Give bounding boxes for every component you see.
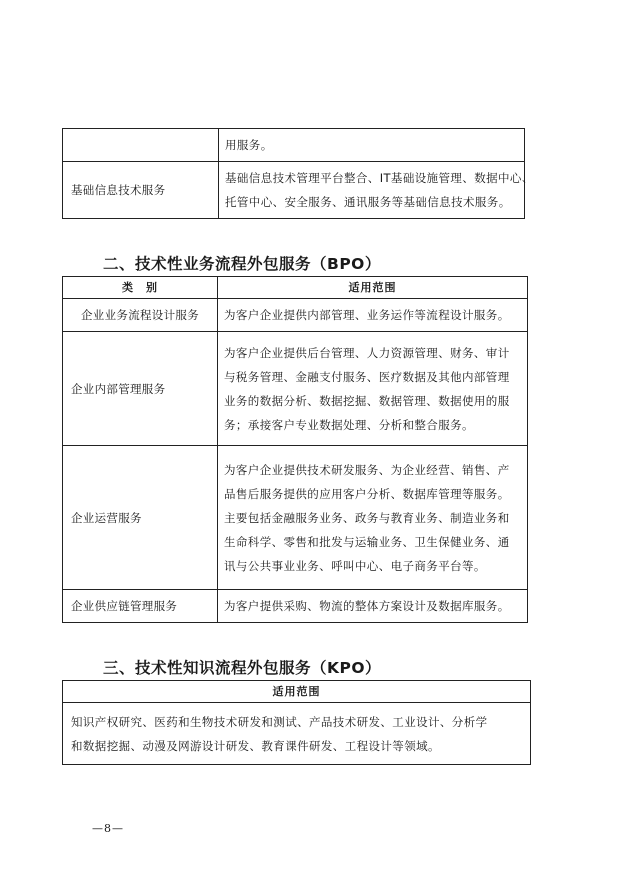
table-row	[63, 162, 525, 219]
scope-line: 托管中心、安全服务、通讯服务等基础信息技术服务。	[225, 195, 511, 209]
table-header-row	[63, 277, 528, 299]
header-scope: 适用范围	[63, 681, 531, 703]
kpo-table	[62, 680, 531, 765]
category-cell	[63, 129, 219, 162]
page-number: —8—	[92, 822, 124, 835]
scope-line: 务；承接客户专业数据处理、分析和整合服务。	[224, 417, 474, 432]
scope-cell	[219, 162, 534, 219]
table-row	[63, 590, 528, 623]
table-header-row	[63, 681, 531, 703]
kpo-section-heading: 三、技术性知识流程外包服务（KPO）	[103, 659, 382, 677]
scope-line: 为客户企业提供技术研发服务、为企业经营、销售、产	[224, 462, 510, 477]
scope-line: 与税务管理、金融支付服务、医疗数据及其他内部管理	[224, 369, 510, 384]
scope-cell	[219, 129, 525, 162]
scope-cell	[218, 332, 528, 446]
table-row	[63, 703, 531, 765]
scope-line: 为客户企业提供内部管理、业务运作等流程设计服务。	[224, 308, 510, 322]
scope-line: 主要包括金融服务业务、政务与教育业务、制造业务和	[224, 510, 510, 525]
scope-line: 业务的数据分析、数据挖掘、数据管理、数据使用的服	[224, 393, 510, 408]
category-cell: 企业运营服务	[63, 446, 218, 590]
scope-line: 和数据挖掘、动漫及网游设计研发、教育课件研发、工程设计等领域。	[71, 738, 440, 753]
table-row	[63, 332, 528, 446]
category-cell: 企业供应链管理服务	[63, 590, 218, 623]
scope-cell	[218, 446, 528, 590]
table-row	[63, 299, 528, 332]
scope-cell	[218, 590, 528, 623]
scope-line: 知识产权研究、医药和生物技术研发和测试、产品技术研发、工业设计、分析学	[71, 714, 488, 729]
scope-cell	[218, 299, 528, 332]
bpo-section-heading: 二、技术性业务流程外包服务（BPO）	[103, 255, 381, 273]
header-category: 类 别	[63, 277, 218, 299]
table-row	[63, 446, 528, 590]
scope-line: 用服务。	[225, 138, 273, 152]
it-services-table	[62, 128, 534, 219]
category-cell: 企业内部管理服务	[63, 332, 218, 446]
scope-line: 基础信息技术管理平台整合、IT基础设施管理、数据中心、	[225, 171, 534, 185]
scope-line: 为客户提供采购、物流的整体方案设计及数据库服务。	[224, 599, 510, 613]
scope-cell	[63, 703, 531, 765]
category-cell: 企业业务流程设计服务	[63, 299, 218, 332]
bpo-table	[62, 276, 528, 623]
table-row	[63, 129, 525, 162]
category-cell: 基础信息技术服务	[63, 162, 219, 219]
scope-line: 讯与公共事业业务、呼叫中心、电子商务平台等。	[224, 558, 486, 573]
scope-line: 为客户企业提供后台管理、人力资源管理、财务、审计	[224, 345, 510, 360]
scope-line: 品售后服务提供的应用客户分析、数据库管理等服务。	[224, 486, 510, 501]
scope-line: 生命科学、零售和批发与运输业务、卫生保健业务、通	[224, 534, 510, 549]
header-scope: 适用范围	[218, 277, 528, 299]
